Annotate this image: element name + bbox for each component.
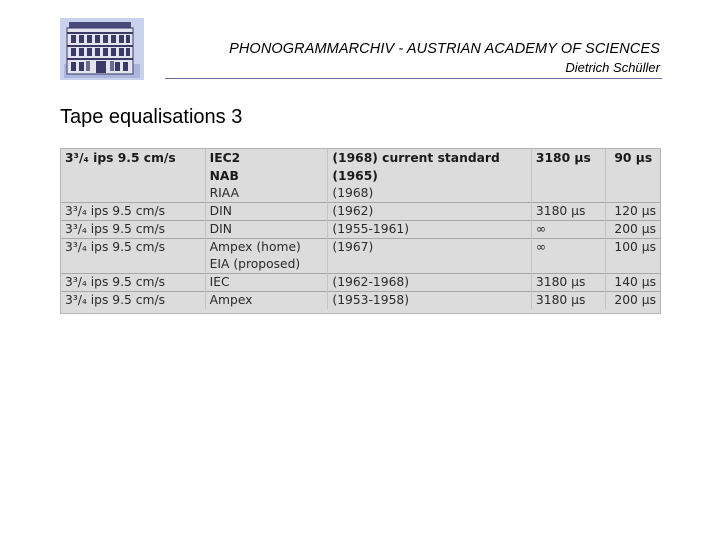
table-row	[61, 149, 660, 168]
high-time-constant-cell	[606, 256, 660, 274]
standard-cell: Ampex (home)	[205, 239, 328, 257]
year-cell: (1962)	[328, 203, 532, 221]
low-time-constant-cell: 3180 µs	[531, 292, 605, 310]
low-time-constant-cell: 3180 µs	[531, 274, 605, 292]
table-row	[61, 239, 660, 257]
high-time-constant-cell: 90 µs	[606, 149, 660, 168]
speed-cell: 3³/₄ ips 9.5 cm/s	[61, 203, 205, 221]
table-row	[61, 274, 660, 292]
header-author: Dietrich Schüller	[565, 60, 660, 75]
building-icon	[60, 18, 144, 80]
speed-cell: 3³/₄ ips 9.5 cm/s	[61, 274, 205, 292]
low-time-constant-cell	[531, 168, 605, 185]
header-divider	[165, 78, 662, 79]
standard-cell: DIN	[205, 203, 328, 221]
speed-cell	[61, 168, 205, 185]
high-time-constant-cell: 200 µs	[606, 221, 660, 239]
speed-cell: 3³/₄ ips 9.5 cm/s	[65, 151, 176, 165]
table-row	[61, 203, 660, 221]
standard-cell: NAB	[205, 168, 328, 185]
year-cell: (1967)	[328, 239, 532, 257]
standard-cell: IEC	[205, 274, 328, 292]
academy-building-logo	[60, 18, 144, 80]
standard-cell: RIAA	[205, 185, 328, 203]
year-cell: (1953-1958)	[328, 292, 532, 310]
standard-cell: IEC2	[205, 149, 328, 168]
year-cell: (1968)	[328, 185, 532, 203]
speed-cell	[61, 185, 205, 203]
speed-cell: 3³/₄ ips 9.5 cm/s	[61, 239, 205, 257]
high-time-constant-cell: 120 µs	[606, 203, 660, 221]
year-cell: (1962-1968)	[328, 274, 532, 292]
high-time-constant-cell: 100 µs	[606, 239, 660, 257]
high-time-constant-cell: 200 µs	[606, 292, 660, 310]
table-row	[61, 256, 660, 274]
table-row	[61, 221, 660, 239]
standard-cell: Ampex	[205, 292, 328, 310]
tape-equalisation-table	[60, 148, 661, 314]
low-time-constant-cell: ∞	[531, 221, 605, 239]
year-cell: (1965)	[328, 168, 532, 185]
year-cell: (1955-1961)	[328, 221, 532, 239]
speed-cell: 3³/₄ ips 9.5 cm/s	[61, 221, 205, 239]
year-cell	[328, 256, 532, 274]
year-cell: (1968) current standard	[328, 149, 532, 168]
table-row	[61, 185, 660, 203]
table-row	[61, 168, 660, 185]
low-time-constant-cell	[531, 185, 605, 203]
standard-cell: DIN	[205, 221, 328, 239]
header-title: PHONOGRAMMARCHIV - AUSTRIAN ACADEMY OF SCIENCES	[229, 41, 660, 57]
slide-title: Tape equalisations 3	[60, 106, 243, 128]
low-time-constant-cell: ∞	[531, 239, 605, 257]
standard-cell: EIA (proposed)	[205, 256, 328, 274]
low-time-constant-cell: 3180 µs	[531, 149, 605, 168]
speed-cell	[61, 256, 205, 274]
high-time-constant-cell	[606, 168, 660, 185]
speed-cell: 3³/₄ ips 9.5 cm/s	[61, 292, 205, 310]
high-time-constant-cell: 140 µs	[606, 274, 660, 292]
table-row	[61, 292, 660, 310]
high-time-constant-cell	[606, 185, 660, 203]
low-time-constant-cell: 3180 µs	[531, 203, 605, 221]
low-time-constant-cell	[531, 256, 605, 274]
